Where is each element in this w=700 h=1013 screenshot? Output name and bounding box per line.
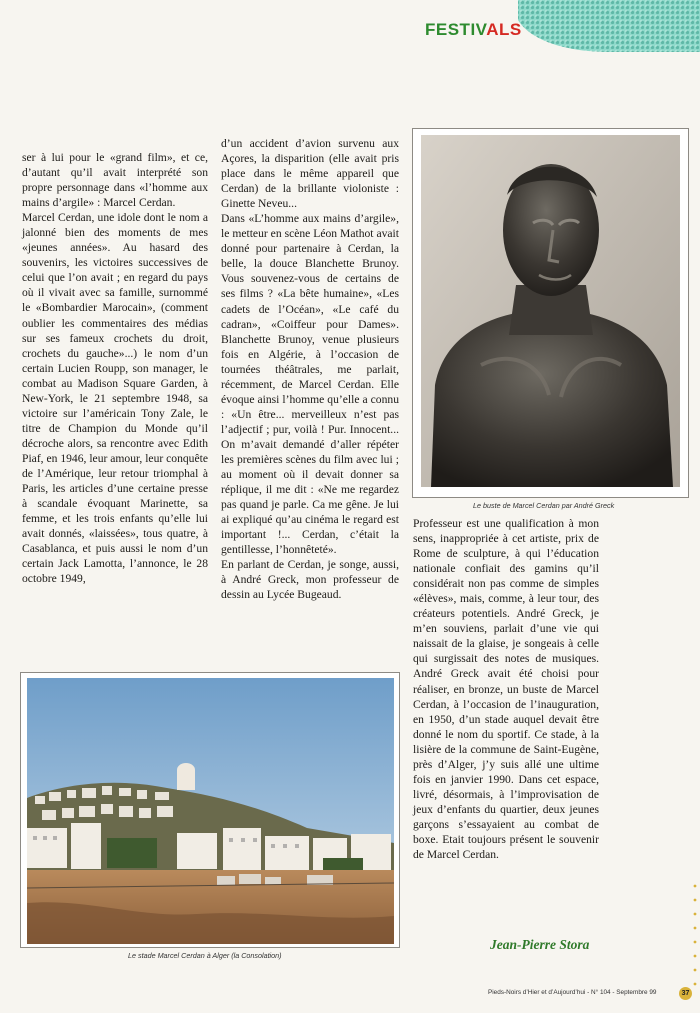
section-title-green: FESTIV: [425, 20, 487, 39]
footer-publication: Pieds-Noirs d’Hier et d’Aujourd’hui - N° 104 - Septembre 99: [488, 989, 657, 996]
paragraph: ser à lui pour le «grand film», et ce, d’autant qu’il avait interprété son propre personnage dans «l’homme aux mains d’argile» : Marcel Cerdan.: [22, 151, 208, 210]
page-number-badge: 37: [679, 987, 692, 1000]
author-signature: Jean-Pierre Stora: [490, 937, 590, 952]
article-column-3: [413, 516, 599, 862]
paragraph: Marcel Cerdan, une idole dont le nom a jalonné bien des moments de mes «jeunes années». Au hasard des souvenirs, les victoires successives de celui que l’on avait ; en regard du pays où il vivait avec sa famille, surnommé le «Bombardier Marocain», (comment oublier les commentaires des médias sur ses fameux crochets du droit, crochets du gauche»...) le nom d’un certain Lucien Roupp, son manager, le combat au Madison Square Garden, à New-York, le 21 septembre 1948, sa victoire sur l’américain Tony Zale, le titre de Champion du Monde qu’il décroche alors, sa rencontre avec Edith Piaf, en 1946, leur amour, leur conquête de l’Amérique, leur retour triomphal à Paris, les articles d’une certaine presse à scandale évoquant Marinette, sa femme, et les trois enfants qu’elle lui avait donnés, «laissées», tous quatre, à Casablanca, et puis aussi le nom d’un certain Jack Lamotta, l’annonce, le 28 octobre 1949,: [22, 211, 208, 586]
stadium-photo-icon: [27, 678, 394, 944]
stadium-photo-caption: Le stade Marcel Cerdan à Alger (la Consolation): [128, 951, 282, 960]
bronze-bust-photo-icon: [421, 135, 680, 487]
paragraph: d’un accident d’avion survenu aux Açores, la disparition (elle avait pris place dans le même appareil que Cerdan) de la brillante violoniste : Ginette Neveu...: [221, 137, 399, 211]
edge-dots-decoration: [691, 880, 699, 990]
section-title: [425, 20, 522, 40]
paragraph: En parlant de Cerdan, je songe, aussi, à André Greck, mon professeur de dessin au Lycée Bugeaud.: [221, 558, 399, 602]
stadium-photo-frame: [20, 672, 400, 948]
section-title-red: ALS: [486, 20, 522, 39]
bust-photo-frame: [412, 128, 689, 498]
paragraph: Dans «L’homme aux mains d’argile», le metteur en scène Léon Mathot avait donné pour partenaire à Cerdan, la belle, la douce Blanchette Brunoy. Vous souvenez-vous de certains de ses films ? «La bête humaine», «Les cadets de l’Océan», «Le café du cadran», «Coiffeur pour Dames». Blanchette Brunoy, venue plusieurs fois en Algérie, à l’occasion de tournées théâtrales, me parlait, récemment, de Marcel Cerdan. Elle évoque ainsi l’homme qu’elle a connu : «Un être... merveilleux n’est pas l’adjectif ; pur, voilà ! Pur. Innocent... On m’avait demandé d’aller répéter les premières scènes du film avec lui ; au moment où il devait donner sa réplique, il me dit : «Ne me regardez pas quand je parle. Ca me gêne. Je lui ai expliqué qu’au cinéma le regard est important !... Cerdan, c’était la gentillesse, l’honnêteté».: [221, 212, 399, 557]
bust-photo-caption: Le buste de Marcel Cerdan par André Greck: [473, 501, 615, 510]
article-column-1: [22, 150, 208, 586]
article-column-2: [221, 136, 399, 602]
paragraph: Professeur est une qualification à mon sens, inappropriée à cet artiste, prix de Rome de sculpture, à qui l’éducation nationale confiait des gamins qu’il considérait non pas comme de simples «élèves», mais, comme, à leur tour, des créateurs potentiels. André Greck, je m’en souviens, parlait d’une vie qui naissait de la glaise, je songeais à celle qui surgissait des notes de musiques. André Greck avait été choisi pour réaliser, en bronze, un buste de Marcel Cerdan, à l’occasion de l’inauguration, en 1950, d’un stade auquel devait être donné le nom du sportif. Ce stade, à la lisière de la commune de Saint-Eugène, près d’Alger, j’y suis allé une ultime fois en janvier 1990. Dans cet espace, livré, désormais, à l’improvisation de jeux d’enfants du quartier, deux jeunes garçons s’essayaient au combat de boxe. Etait toujours présent le souvenir de Marcel Cerdan.: [413, 517, 599, 862]
